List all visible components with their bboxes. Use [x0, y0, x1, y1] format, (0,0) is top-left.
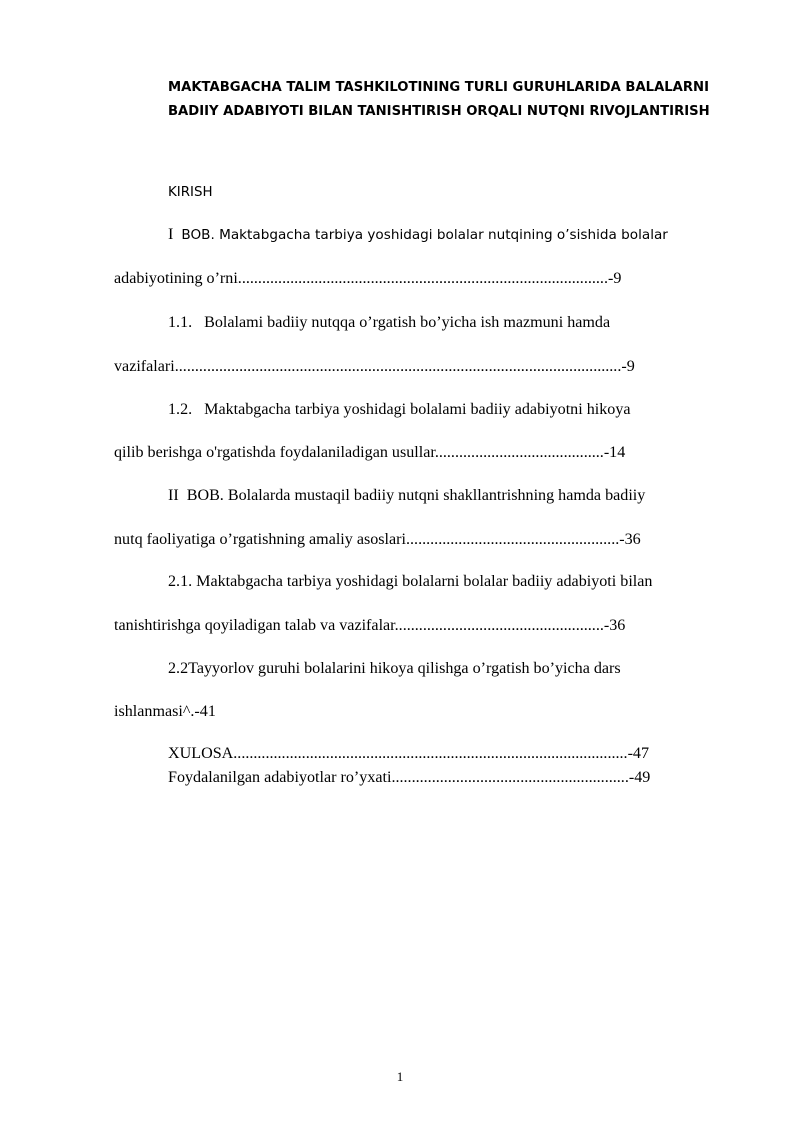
toc-section-1-1-number: 1.1.: [168, 314, 193, 331]
toc-chapter-2-line-2: nutq faoliyatiga o’rgatishning amaliy asoslari.....................................................-36: [114, 531, 641, 548]
toc-references: Foydalanilgan adabiyotlar ro’yxati...........................................................-49: [168, 769, 651, 786]
toc-chapter-2-line-1: [168, 484, 645, 508]
toc-chapter-2-number: II: [168, 487, 179, 504]
toc-section-1-1-title: Bolalami badiiy nutqqa o’rgatish bo’yicha ish mazmuni hamda: [204, 314, 611, 331]
toc-section-1-1-line-2: vazifalari...............................................................................................................-9: [114, 358, 635, 375]
toc-section-1-2-number: 1.2.: [168, 401, 193, 418]
toc-section-1-2-line-2: qilib berishga o'rgatishda foydalaniladigan usullar..........................................-14: [114, 444, 626, 461]
toc-chapter-1-line-2: adabiyotining o’rni............................................................................................-9: [114, 270, 622, 287]
toc-chapter-1-title: BOB. Maktabgacha tarbiya yoshidagi bolalar nutqining o’sishida bolalar: [181, 227, 668, 243]
toc-section-2-2-line-2: ishlanmasi^.-41: [114, 703, 216, 720]
toc-section-2-2-line-1: 2.2Tayyorlov guruhi bolalarini hikoya qilishga o’rgatish bo’yicha dars: [168, 660, 621, 677]
page-number: 1: [396, 1069, 404, 1084]
toc-conclusion: XULOSA..................................................................................................-47: [168, 745, 650, 762]
toc-section-1-2-title: Maktabgacha tarbiya yoshidagi bolalami badiiy adabiyotni hikoya: [204, 401, 631, 418]
toc-section-1-2-line-1: [168, 398, 631, 422]
toc-chapter-1-line-1: [168, 223, 668, 247]
document-title: MAKTABGACHA TALIM TASHKILOTINING TURLI GURUHLARIDA BALALARNI BADIIY ADABIYOTI BILAN TANISHTIRISH ORQALI NUTQNI RIVOJLANTIRISH: [168, 80, 710, 119]
toc-section-2-1-line-2: tanishtirishga qoyiladigan talab va vazifalar....................................................-36: [114, 617, 626, 634]
toc-chapter-1-number: I: [168, 226, 174, 243]
toc-section-2-1-line-1: 2.1. Maktabgacha tarbiya yoshidagi bolalarni bolalar badiiy adabiyoti bilan: [168, 573, 653, 590]
toc-section-1-1-line-1: [168, 311, 610, 335]
toc-chapter-2-title: BOB. Bolalarda mustaqil badiiy nutqni shakllantrishning hamda badiiy: [186, 487, 646, 504]
toc-intro: KIRISH: [168, 185, 213, 200]
